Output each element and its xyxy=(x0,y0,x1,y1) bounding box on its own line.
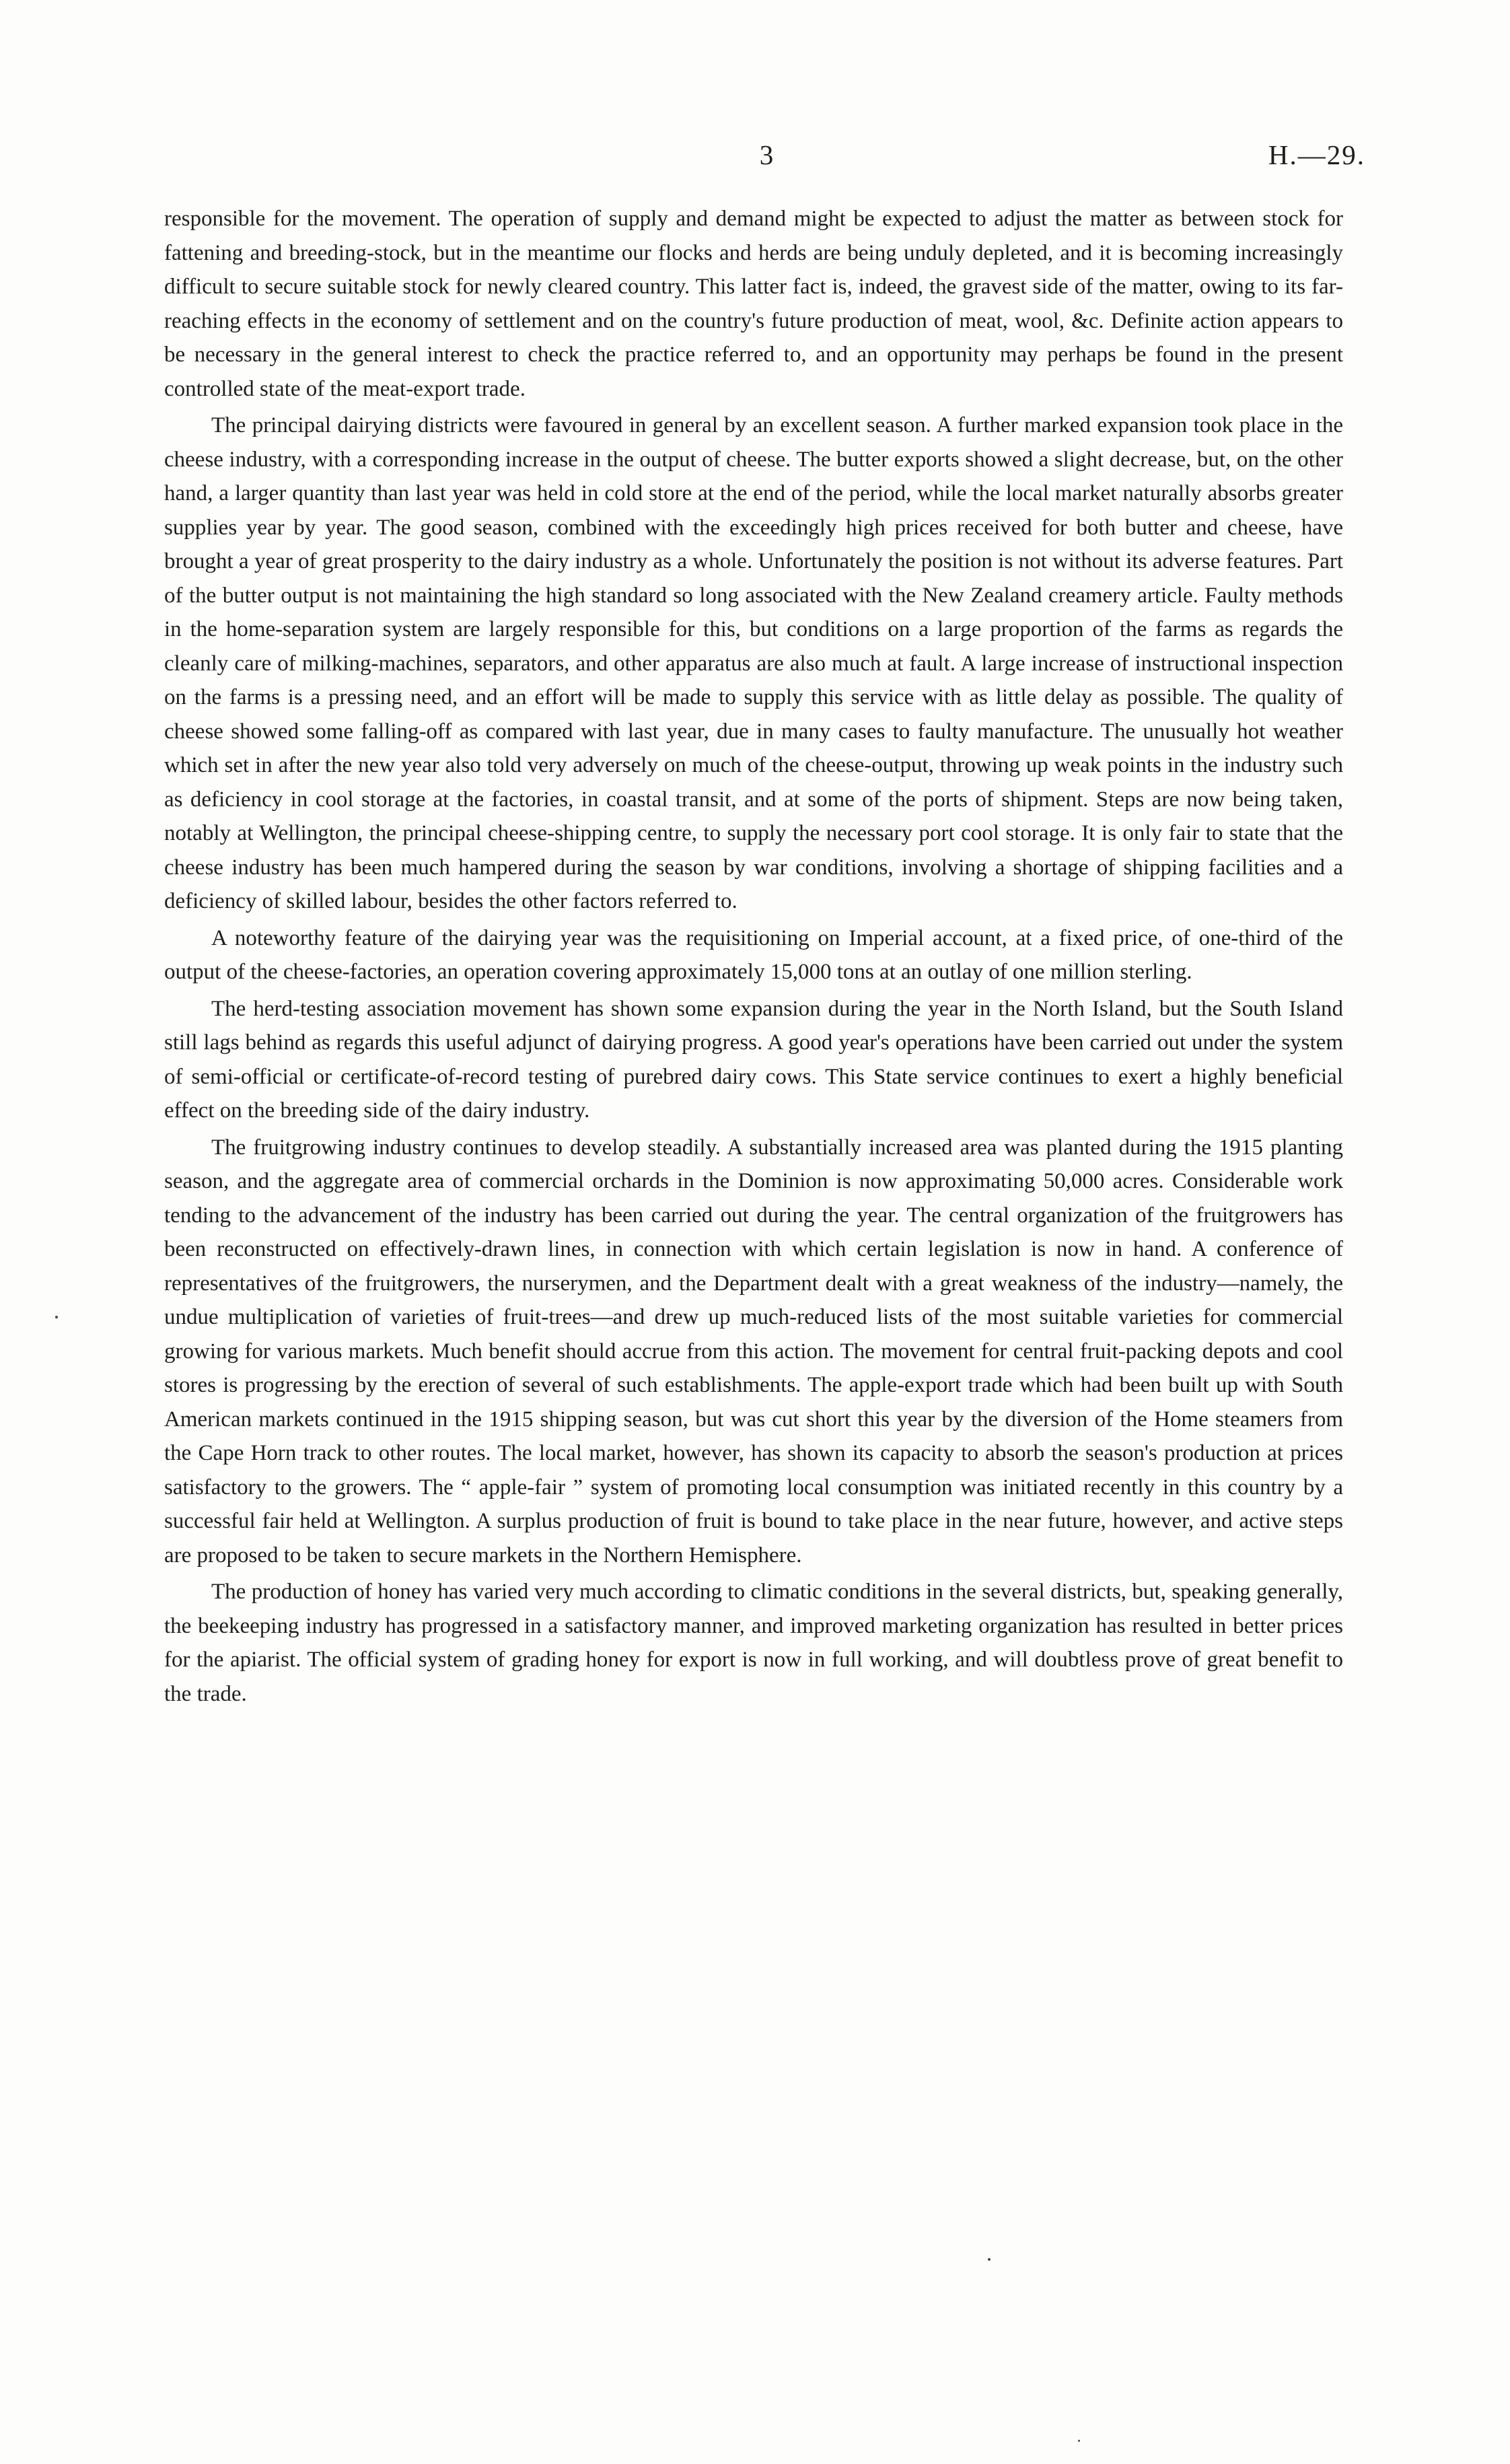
page-number: 3 xyxy=(759,139,774,170)
paragraph-cheese-requisition: A noteworthy feature of the dairying year was the requisitioning on Imperial account, at a fixed price, of one-third of the output of the cheese-factories, an operation covering approximately 15,000 tons at an outlay of one million sterling. xyxy=(164,925,1343,984)
scan-speck xyxy=(988,2258,991,2261)
paragraph-honey: The production of honey has varied very much according to climatic conditions in the several districts, but, speaking generally, the beekeeping industry has progressed in a satisfactory manner, and improved marketing organization has resulted in better prices for the apiarist. The official system of grading honey for export is now in full working, and will doubtless prove of great benefit to the trade. xyxy=(164,1580,1343,1706)
paragraph-meat-export-continued: responsible for the movement. The operation of supply and demand might be expected to adjust the matter as between stock for fattening and breeding-stock, but in the meantime our flocks and herds are being unduly depleted, and it is becoming increasingly difficult to secure suitable stock for newly cleared country. This latter fact is, indeed, the gravest side of the matter, owing to its far-reaching effects in the economy of settlement and on the country's future production of meat, wool, &c. Definite action appears to be necessary in the general interest to check the practice referred to, and an opportunity may perhaps be found in the present controlled state of the meat-export trade. xyxy=(164,207,1343,401)
document-reference: H.—29. xyxy=(1268,139,1365,170)
paragraph-herd-testing: The herd-testing association movement has shown some expansion during the year in the North Island, but the South Island still lags behind as regards this useful adjunct of dairying progress. A good year's operations have been carried out under the system of semi-official or certificate-of-record testing of purebred dairy cows. This State service continues to exert a highly beneficial effect on the breeding side of the dairy industry. xyxy=(164,996,1343,1123)
paragraph-dairying: The principal dairying districts were favoured in general by an excellent season. A further marked expansion took place in the cheese industry, with a corresponding increase in the output of cheese. The butter exports showed a slight decrease, but, on the other hand, a larger quantity than last year was held in cold store at the end of the period, while the local market naturally absorbs greater supplies year by year. The good season, combined with the exceedingly high prices received for both butter and cheese, have brought a year of great prosperity to the dairy industry as a whole. Unfortunately the position is not without its adverse features. Part of the butter output is not maintaining the high standard so long associated with the New Zealand creamery article. Faulty methods in the home-separation system are largely responsible for this, but conditions on a large proportion of the farms as regards the cleanly care of milking-machines, separators, and other apparatus are also much at fault. A large increase of instructional inspection on the farms is a pressing need, and an effort will be made to supply this service with as little delay as possible. The quality of cheese showed some falling-off as compared with last year, due in many cases to faulty manufacture. The unusually hot weather which set in after the new year also told very adversely on much of the cheese-output, throwing up weak points in the industry such as deficiency in cool storage at the factories, in coastal transit, and at some of the ports of shipment. Steps are now being taken, notably at Wellington, the principal cheese-shipping centre, to supply the necessary port cool storage. It is only fair to state that the cheese industry has been much hampered during the season by war conditions, involving a shortage of shipping facilities and a deficiency of skilled labour, besides the other factors referred to. xyxy=(164,413,1343,913)
body-text xyxy=(164,202,1343,1714)
scan-speck xyxy=(1078,2440,1080,2442)
scan-speck xyxy=(55,1316,58,1318)
paragraph-fruitgrowing: The fruitgrowing industry continues to develop steadily. A substantially increased area was planted during the 1915 planting season, and the aggregate area of commercial orchards in the Dominion is now approximating 50,000 acres. Considerable work tending to the advancement of the industry has been carried out during the year. The central organization of the fruitgrowers has been reconstructed on effectively-drawn lines, in connection with which certain legislation is now in hand. A conference of representatives of the fruitgrowers, the nurserymen, and the Department dealt with a great weakness of the industry—namely, the undue multiplication of varieties of fruit-trees—and drew up much-reduced lists of the most suitable varieties for commercial growing for various markets. Much benefit should accrue from this action. The movement for central fruit-packing depots and cool stores is progressing by the erection of several of such establishments. The apple-export trade which had been built up with South American markets continued in the 1915 shipping season, but was cut short this year by the diversion of the Home steamers from the Cape Horn track to other routes. The local market, however, has shown its capacity to absorb the season's production at prices satisfactory to the growers. The “ apple-fair ” system of promoting local consumption was initiated recently in this country by a successful fair held at Wellington. A surplus production of fruit is bound to take place in the near future, however, and active steps are proposed to be taken to secure markets in the Northern Hemisphere. xyxy=(164,1135,1343,1568)
page-header xyxy=(164,135,1365,175)
